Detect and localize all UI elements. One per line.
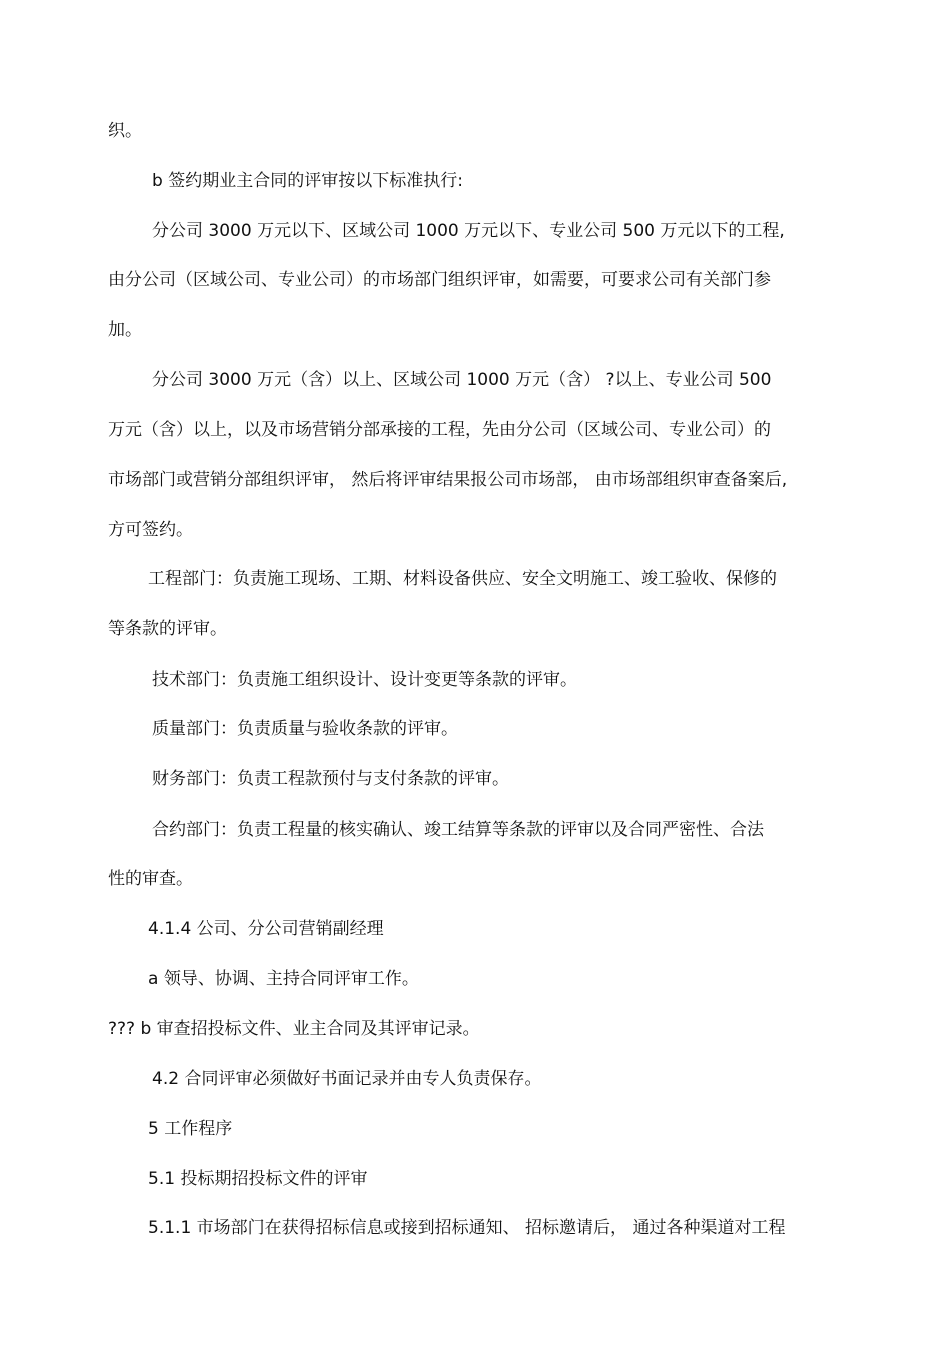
text-line-12: 技术部门：负责施工组织设计、设计变更等条款的评审。	[152, 670, 577, 690]
text-line-3: 分公司 3000 万元以下、区域公司 1000 万元以下、专业公司 500 万元以下的工程,	[152, 221, 785, 241]
text-line-4: 由分公司（区域公司、专业公司）的市场部门组织评审，如需要，可要求公司有关部门参	[108, 270, 771, 290]
text-line-18: a 领导、协调、主持合同评审工作。	[148, 969, 419, 989]
text-line-9: 方可签约。	[108, 520, 193, 540]
text-line-20: 4.2 合同评审必须做好书面记录并由专人负责保存。	[152, 1069, 542, 1089]
text-line-16: 性的审查。	[108, 869, 193, 889]
text-line-8: 市场部门或营销分部组织评审， 然后将评审结果报公司市场部， 由市场部组织审查备案后,	[108, 470, 788, 490]
text-line-11: 等条款的评审。	[108, 619, 227, 639]
text-line-21: 5 工作程序	[148, 1119, 233, 1139]
text-line-17: 4.1.4 公司、分公司营销副经理	[148, 919, 384, 939]
text-line-6: 分公司 3000 万元（含）以上、区域公司 1000 万元（含） ?以上、专业公司 500	[152, 370, 772, 390]
text-line-19: ??? b 审查招投标文件、业主合同及其评审记录。	[108, 1019, 480, 1039]
text-line-22: 5.1 投标期招投标文件的评审	[148, 1169, 368, 1189]
text-line-23: 5.1.1 市场部门在获得招标信息或接到招标通知、 招标邀请后， 通过各种渠道对工程	[148, 1218, 786, 1238]
text-line-1: 织。	[108, 121, 142, 141]
text-line-15: 合约部门：负责工程量的核实确认、竣工结算等条款的评审以及合同严密性、合法	[152, 820, 764, 840]
text-line-13: 质量部门：负责质量与验收条款的评审。	[152, 719, 458, 739]
text-line-2: b 签约期业主合同的评审按以下标准执行:	[152, 171, 463, 191]
text-line-5: 加。	[108, 320, 142, 340]
text-line-7: 万元（含）以上，以及市场营销分部承接的工程，先由分公司（区域公司、专业公司）的	[108, 420, 771, 440]
text-line-10: 工程部门：负责施工现场、工期、材料设备供应、安全文明施工、竣工验收、保修的	[148, 569, 777, 589]
text-line-14: 财务部门：负责工程款预付与支付条款的评审。	[152, 769, 509, 789]
